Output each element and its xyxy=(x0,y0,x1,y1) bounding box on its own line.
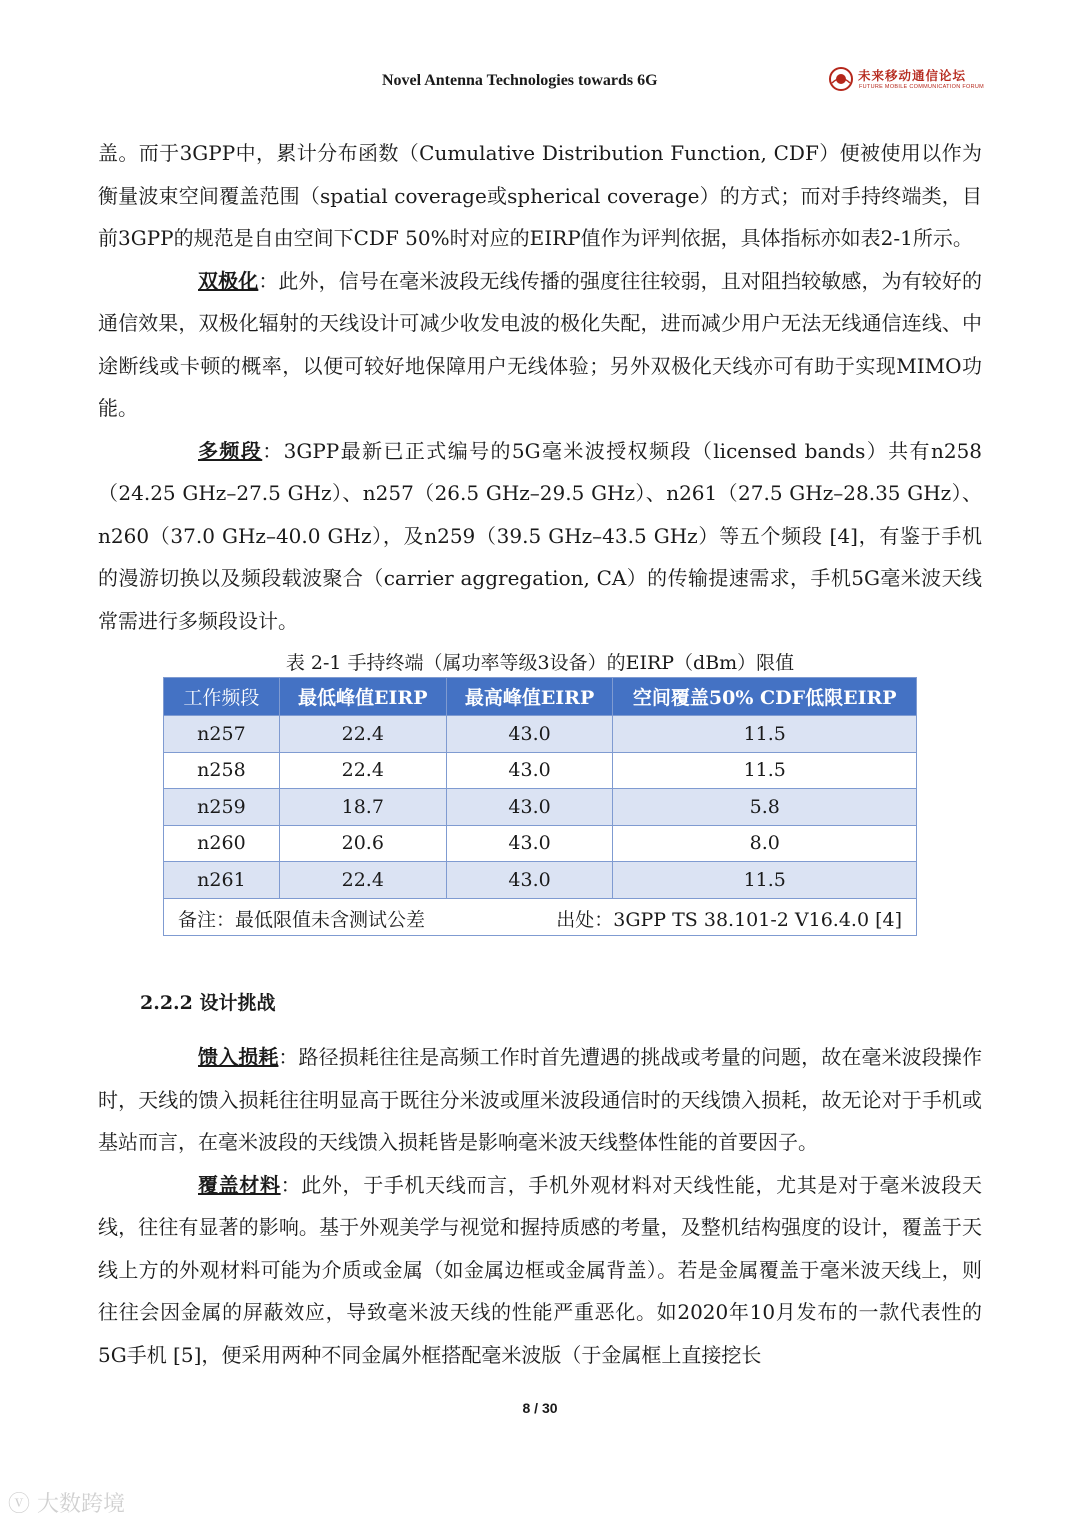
forum-logo-icon xyxy=(828,66,854,92)
paragraph-multiband xyxy=(98,430,982,643)
cell: n260 xyxy=(164,825,280,862)
table-row xyxy=(164,716,917,753)
table-note-row xyxy=(164,898,917,935)
table-row xyxy=(164,752,917,789)
table-note: 备注：最低限值未含测试公差 xyxy=(178,908,426,931)
table-row xyxy=(164,825,917,862)
cell: 43.0 xyxy=(446,752,613,789)
cell: 5.8 xyxy=(613,789,917,826)
header-band: 工作频段 xyxy=(164,678,280,716)
table-row xyxy=(164,862,917,899)
paragraph-dual-polarization xyxy=(98,260,982,430)
paragraph-cdf: 盖。而于3GPP中，累计分布函数（Cumulative Distribution Function, CDF）便被使用以作为衡量波束空间覆盖范围（spatial coverage或spherical coverage）的方式；而对手持终端类，目前3GPP的规范是自由空间下CDF 50%时对应的EIRP值作为评判依据，具体指标亦如表2-1所示。 xyxy=(98,141,982,250)
cell: 8.0 xyxy=(613,825,917,862)
cell: 22.4 xyxy=(279,716,446,753)
cell: 22.4 xyxy=(279,862,446,899)
page-header xyxy=(0,64,1080,100)
cell: 22.4 xyxy=(279,752,446,789)
table-row xyxy=(164,789,917,826)
cell: 43.0 xyxy=(446,716,613,753)
header-max-peak: 最高峰值EIRP xyxy=(446,678,613,716)
paragraph-text: ：3GPP最新已正式编号的5G毫米波授权频段（licensed bands）共有n258（24.25 GHz–27.5 GHz）、n257（26.5 GHz–29.5 GHz）、n261（27.5 GHz–28.35 GHz）、n260（37.0 GHz–40.0 GHz），及n259（39.5 GHz–43.5 GHz）等五个频段 [4]，有鉴于手机的漫游切换以及频段载波聚合（carrier aggregation, CA）的传输提速需求，手机5G毫米波天线常需进行多频段设计。 xyxy=(98,438,983,633)
paragraph-feed-loss xyxy=(98,1036,982,1164)
cell: 11.5 xyxy=(613,716,917,753)
cell: 11.5 xyxy=(613,752,917,789)
table-source: 出处：3GPP TS 38.101-2 V16.4.0 [4] xyxy=(556,908,902,931)
cell: n261 xyxy=(164,862,280,899)
document-title: Novel Antenna Technologies towards 6G xyxy=(382,72,658,89)
challenge-paragraphs xyxy=(98,1036,982,1376)
header-min-peak: 最低峰值EIRP xyxy=(279,678,446,716)
term-dual-polarization: 双极化 xyxy=(198,268,259,293)
watermark xyxy=(8,1487,125,1518)
cell: 11.5 xyxy=(613,862,917,899)
logo-english-text: FUTURE MOBILE COMMUNICATION FORUM xyxy=(859,84,984,90)
paragraph-cover-material xyxy=(98,1164,982,1377)
intro-paragraphs xyxy=(98,132,982,642)
cell: 20.6 xyxy=(279,825,446,862)
eirp-table xyxy=(163,677,917,936)
logo-chinese-text: 未来移动通信论坛 xyxy=(858,68,967,83)
paragraph-text: ：此外，信号在毫米波段无线传播的强度往往较弱，且对阻挡较敏感，为有较好的通信效果，双极化辐射的天线设计可减少收发电波的极化失配，进而减少用户无法无线通信连线、中途断线或卡顿的概率，以便可较好地保障用户无线体验；另外双极化天线亦可有助于实现MIMO功能。 xyxy=(98,268,983,420)
section-heading: 2.2.2 设计挑战 xyxy=(140,992,276,1014)
term-feed-loss: 馈入损耗 xyxy=(198,1045,279,1069)
watermark-icon: ⓥ xyxy=(8,1492,31,1517)
cell: 43.0 xyxy=(446,789,613,826)
cell: n258 xyxy=(164,752,280,789)
term-cover-material: 覆盖材料 xyxy=(198,1172,281,1197)
term-multiband: 多频段 xyxy=(198,438,263,463)
page-number: 8 / 30 xyxy=(522,1400,558,1416)
header-cdf: 空间覆盖50% CDF低限EIRP xyxy=(613,678,917,716)
cell: 18.7 xyxy=(279,789,446,826)
cell: 43.0 xyxy=(446,825,613,862)
paragraph-text: ：路径损耗往往是高频工作时首先遭遇的挑战或考量的问题，故在毫米波段操作时，天线的馈入损耗往往明显高于既往分米波或厘米波段通信时的天线馈入损耗，故无论对于手机或基站而言，在毫米波段的天线馈入损耗皆是影响毫米波天线整体性能的首要因子。 xyxy=(98,1045,983,1154)
cell: n257 xyxy=(164,716,280,753)
table-header-row xyxy=(164,678,917,716)
forum-logo xyxy=(828,64,998,98)
cell: n259 xyxy=(164,789,280,826)
watermark-text: 大数跨境 xyxy=(37,1492,126,1517)
paragraph-text: ：此外，于手机天线而言，手机外观材料对天线性能，尤其是对于毫米波段天线，往往有显著的影响。基于外观美学与视觉和握持质感的考量，及整机结构强度的设计，覆盖于天线上方的外观材料可能为介质或金属（如金属边框或金属背盖）。若是金属覆盖于毫米波天线上，则往往会因金属的屏蔽效应，导致毫米波天线的性能严重恶化。如2020年10月发布的一款代表性的5G手机 [5]，便采用两种不同金属外框搭配毫米波版（于金属框上直接挖长 xyxy=(98,1172,983,1367)
cell: 43.0 xyxy=(446,862,613,899)
table-caption: 表 2-1 手持终端（属功率等级3设备）的EIRP（dBm）限值 xyxy=(285,652,795,674)
